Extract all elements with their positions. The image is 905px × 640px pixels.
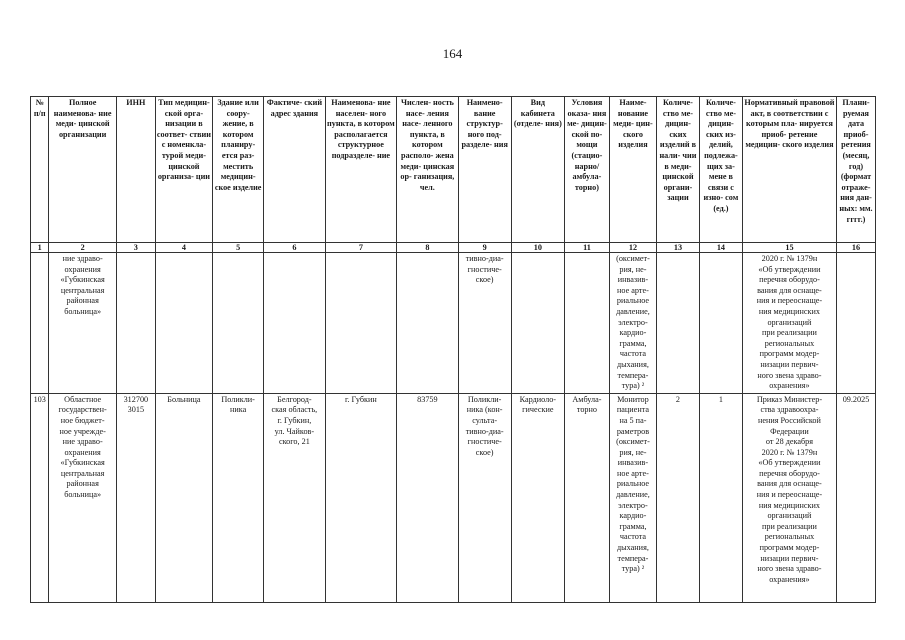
header-cell: Наименова- ние населен- ного пункта, в котором располагается структурное подразделе- ние [325, 97, 397, 243]
header-cell: Числен- ность насе- ления насе- ленного пункта, в котором располо- жена меди- цинская ор- ганизация, чел. [397, 97, 458, 243]
table-row [31, 253, 876, 394]
column-number: 1 [31, 243, 49, 253]
table-cell: Приказ Министер- ства здравоохра- нения Российской Федерации от 28 декабря 2020 г. № 1379н «Об утверждении перечня оборудо- вания для оснаще- ния и переоснаще- ния медицинских организаций при реализации региональных программ модер- низации первич- ного звена здраво- охранения» [742, 393, 836, 602]
header-cell: Фактиче- ский адрес здания [264, 97, 325, 243]
table-cell: Поликли- ника [213, 393, 264, 602]
header-cell: Количе- ство ме- дицин- ских изделий в нали- чии в меди- цинской органи- зации [656, 97, 699, 243]
table-cell: тивно-диа- гностиче- ское) [458, 253, 511, 394]
table-cell: Областное государствен- ное бюджет- ное учрежде- ние здраво- охранения «Губкинская центральная районная больница» [49, 393, 117, 602]
table-cell [397, 253, 458, 394]
table-cell [31, 253, 49, 394]
table-cell [155, 253, 212, 394]
table-row [31, 393, 876, 602]
column-number: 9 [458, 243, 511, 253]
table-cell: 09.2025 [837, 393, 876, 602]
table-cell: 1 [699, 393, 742, 602]
column-number: 10 [511, 243, 564, 253]
column-number: 5 [213, 243, 264, 253]
table-cell [116, 253, 155, 394]
table-cell [564, 253, 609, 394]
column-number: 13 [656, 243, 699, 253]
table-cell: Кардиоло- гические [511, 393, 564, 602]
column-number: 12 [609, 243, 656, 253]
column-number: 7 [325, 243, 397, 253]
column-number: 4 [155, 243, 212, 253]
table-cell [699, 253, 742, 394]
table-cell: 103 [31, 393, 49, 602]
header-cell: Тип медицин- ской орга- низации в соответ- ствии с номенкла- турой меди- цинской организа- ции [155, 97, 212, 243]
table-cell: Амбула- торно [564, 393, 609, 602]
table-cell [264, 253, 325, 394]
table-cell: 2020 г. № 1379н «Об утверждении перечня оборудо- вания для оснаще- ния и переоснаще- ния медицинских организаций при реализации региональных программ модер- низации первич- ного звена здраво- охранения» [742, 253, 836, 394]
table-cell [837, 253, 876, 394]
header-cell: Нормативный правовой акт, в соответствии с которым пла- нируется приоб- ретение медицин- ского изделия [742, 97, 836, 243]
table-cell: 312700 3015 [116, 393, 155, 602]
header-cell: Количе- ство ме- дицин- ских из- делий, подлежа- щих за- мене в связи с изно- сом (ед.) [699, 97, 742, 243]
column-number-row [31, 243, 876, 253]
column-number: 16 [837, 243, 876, 253]
column-number: 2 [49, 243, 117, 253]
header-cell: Здание или соору- жение, в котором планиру- ется раз- местить медицин- ское изделие [213, 97, 264, 243]
column-number: 15 [742, 243, 836, 253]
header-cell: № п/п [31, 97, 49, 243]
table-header-row [31, 97, 876, 243]
table-cell: г. Губкин [325, 393, 397, 602]
table-cell: Поликли- ника (кон- сульта- тивно-диа- гностиче- ское) [458, 393, 511, 602]
table-cell: Больница [155, 393, 212, 602]
table-cell [213, 253, 264, 394]
header-cell: Наимено- вание структур- ного под- разделе- ния [458, 97, 511, 243]
header-cell: Условия оказа- ния ме- дицин- ской по- мощи (стацио- нарно/ амбула- торно) [564, 97, 609, 243]
table-cell: (оксимет- рия, не- инвазив- ное арте- риальное давление, электро- кардио- грамма, частота дыхания, темпера- тура) ² [609, 253, 656, 394]
table-cell: Белгород- ская область, г. Губкин, ул. Чайков- ского, 21 [264, 393, 325, 602]
equipment-table [30, 96, 876, 603]
header-cell: Наиме- нование меди- цин- ского изделия [609, 97, 656, 243]
table-cell: ние здраво- охранения «Губкинская центральная районная больница» [49, 253, 117, 394]
header-cell: Вид кабинета (отделе- ния) [511, 97, 564, 243]
column-number: 6 [264, 243, 325, 253]
table-cell [511, 253, 564, 394]
column-number: 8 [397, 243, 458, 253]
table-cell [325, 253, 397, 394]
header-cell: Плани- руемая дата приоб- ретения (месяц, год) (формат отраже- ния дан- ных: мм. гггг.) [837, 97, 876, 243]
column-number: 11 [564, 243, 609, 253]
table-cell [656, 253, 699, 394]
column-number: 3 [116, 243, 155, 253]
header-cell: ИНН [116, 97, 155, 243]
table-cell: Монитор пациента на 5 па- раметров (оксимет- рия, не- инвазив- ное арте- риальное давление, электро- кардио- грамма, частота дыхания, темпера- тура) ² [609, 393, 656, 602]
table-cell: 83759 [397, 393, 458, 602]
table-cell: 2 [656, 393, 699, 602]
header-cell: Полное наименова- ние меди- цинской организации [49, 97, 117, 243]
column-number: 14 [699, 243, 742, 253]
page-number: 164 [442, 46, 463, 61]
